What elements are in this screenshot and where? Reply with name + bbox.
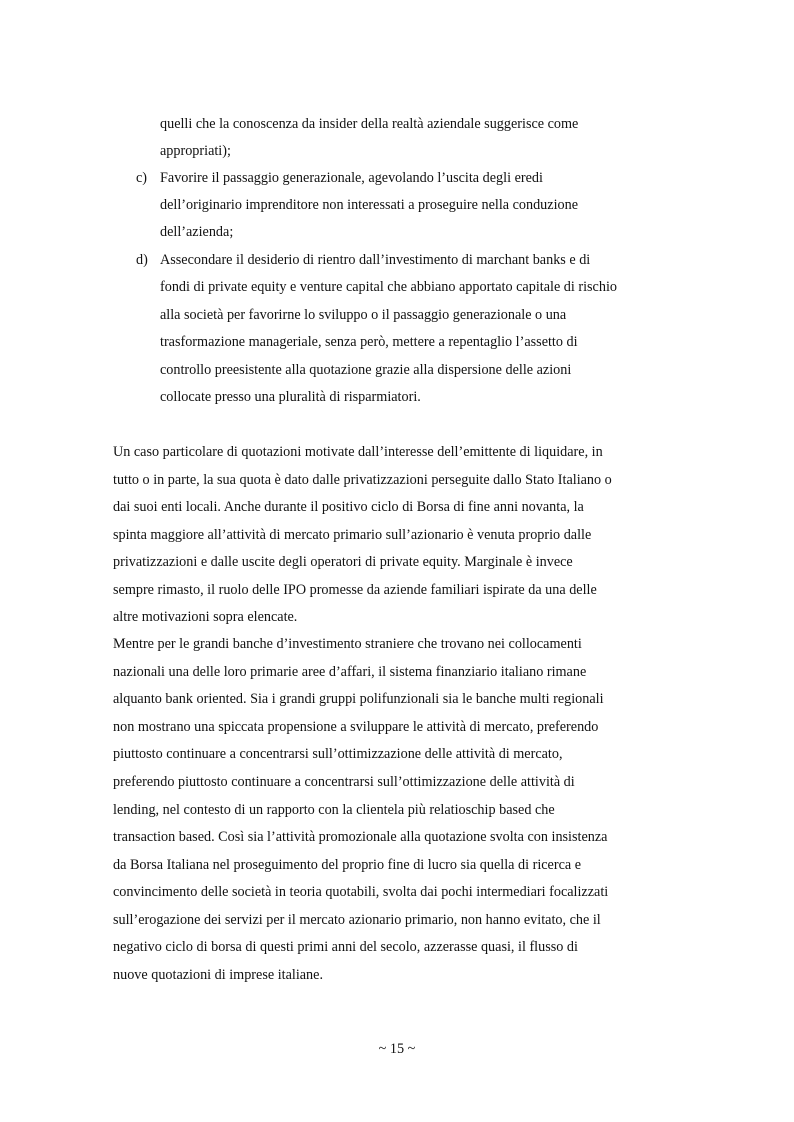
paragraph-2-line-11: sull’erogazione dei servizi per il mercato azionario primario, non hanno evitato, che il xyxy=(113,912,601,928)
list-marker-d: d) xyxy=(136,252,148,268)
paragraph-2-line-4: non mostrano una spiccata propensione a sviluppare le attività di mercato, preferendo xyxy=(113,719,599,735)
list-item-b-line-2: appropriati); xyxy=(160,143,231,159)
list-item-d-line-5: controllo preesistente alla quotazione grazie alla dispersione delle azioni xyxy=(160,362,572,378)
paragraph-1-line-4: spinta maggiore all’attività di mercato primario sull’azionario è venuta proprio dalle xyxy=(113,527,592,543)
paragraph-1-line-2: tutto o in parte, la sua quota è dato dalle privatizzazioni perseguite dallo Stato Italiano o xyxy=(113,472,612,488)
list-item-d-line-6: collocate presso una pluralità di risparmiatori. xyxy=(160,389,421,405)
paragraph-2-line-9: da Borsa Italiana nel proseguimento del proprio fine di lucro sia quella di ricerca e xyxy=(113,857,582,873)
paragraph-2-line-3: alquanto bank oriented. Sia i grandi gruppi polifunzionali sia le banche multi regionali xyxy=(113,691,604,707)
list-item-c-line-3: dell’azienda; xyxy=(160,224,234,240)
paragraph-2-line-6: preferendo piuttosto continuare a concentrarsi sull’ottimizzazione delle attività di xyxy=(113,774,575,790)
paragraph-2-line-2: nazionali una delle loro primarie aree d’affari, il sistema finanziario italiano rimane xyxy=(113,664,587,680)
list-item-d-line-3: alla società per favorirne lo sviluppo o il passaggio generazionale o una xyxy=(160,307,567,323)
paragraph-2-line-5: piuttosto continuare a concentrarsi sull’ottimizzazione delle attività di mercato, xyxy=(113,746,563,762)
page-number: ~ 15 ~ xyxy=(378,1041,416,1057)
paragraph-2-line-12: negativo ciclo di borsa di questi primi anni del secolo, azzerasse quasi, il flusso di xyxy=(113,939,578,955)
paragraph-2-line-13: nuove quotazioni di imprese italiane. xyxy=(113,967,323,983)
paragraph-1-line-5: privatizzazioni e dalle uscite degli operatori di private equity. Marginale è invece xyxy=(113,554,573,570)
list-marker-c: c) xyxy=(136,170,148,186)
paragraph-1-line-1: Un caso particolare di quotazioni motivate dall’interesse dell’emittente di liquidare, in xyxy=(113,444,603,460)
paragraph-2-line-1: Mentre per le grandi banche d’investimento straniere che trovano nei collocamenti xyxy=(113,636,582,652)
paragraph-1-line-3: dai suoi enti locali. Anche durante il positivo ciclo di Borsa di fine anni novanta, la xyxy=(113,499,584,515)
paragraph-2-line-7: lending, nel contesto di un rapporto con la clientela più relatioschip based che xyxy=(113,802,555,818)
list-item-b-line-1: quelli che la conoscenza da insider della realtà aziendale suggerisce come xyxy=(160,116,579,132)
paragraph-2-line-8: transaction based. Così sia l’attività promozionale alla quotazione svolta con insistenza xyxy=(113,829,608,845)
list-item-d-line-1: Assecondare il desiderio di rientro dall’investimento di marchant banks e di xyxy=(160,252,591,268)
paragraph-1-line-6: sempre rimasto, il ruolo delle IPO promesse da aziende familiari ispirate da una delle xyxy=(113,582,597,598)
paragraph-1-line-7: altre motivazioni sopra elencate. xyxy=(113,609,298,625)
list-item-c-line-1: Favorire il passaggio generazionale, agevolando l’uscita degli eredi xyxy=(160,170,543,186)
paragraph-2-line-10: convincimento delle società in teoria quotabili, svolta dai pochi intermediari focalizzati xyxy=(113,884,609,900)
list-item-c-line-2: dell’originario imprenditore non interessati a proseguire nella conduzione xyxy=(160,197,578,213)
list-item-d-line-4: trasformazione manageriale, senza però, mettere a repentaglio l’assetto di xyxy=(160,334,578,350)
list-item-d-line-2: fondi di private equity e venture capital che abbiano apportato capitale di rischio xyxy=(160,279,617,295)
